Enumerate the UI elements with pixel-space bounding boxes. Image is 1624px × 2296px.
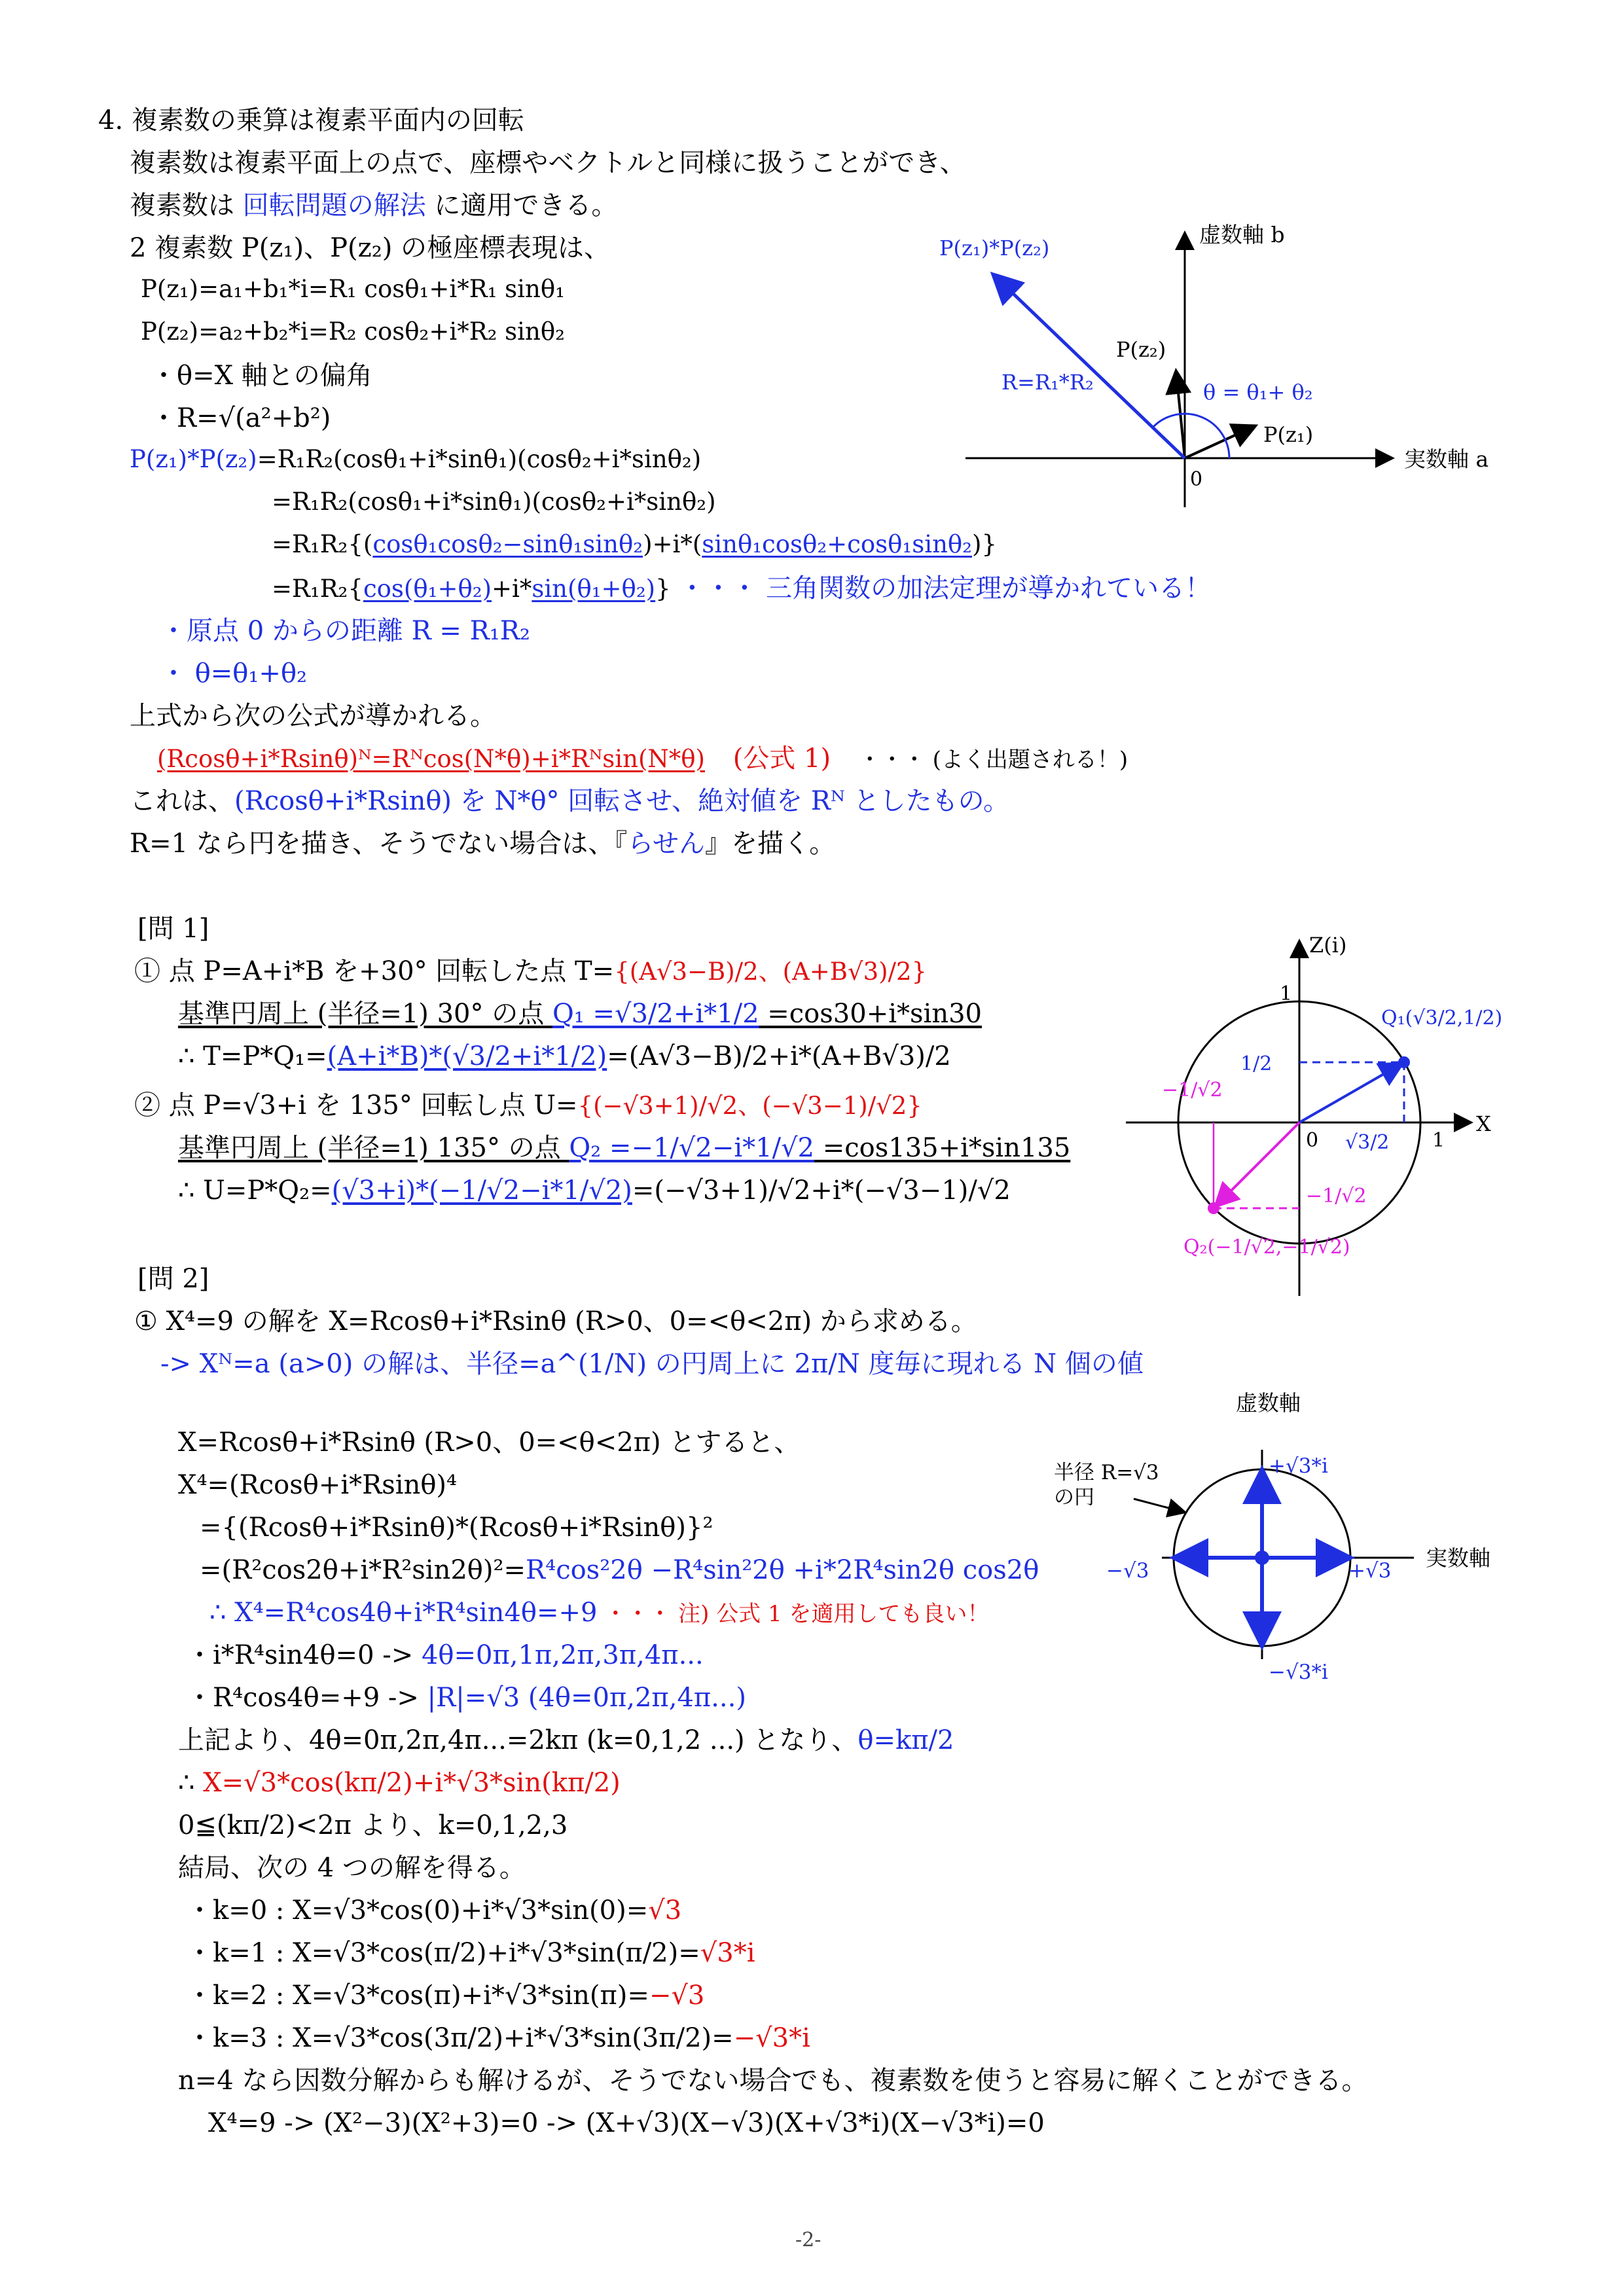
- k0-b: √3: [648, 1895, 682, 1926]
- p4-a: =R₁R₂{: [272, 575, 363, 603]
- fig3-bottom: −√3*i: [1269, 1660, 1328, 1684]
- formula-explain-1: [130, 785, 1009, 817]
- q1b3-suffix: =(−√3+1)/√2+i*(−√3−1)/√2: [632, 1175, 1011, 1206]
- product-rhs-1: =R₁R₂(cosθ₁+i*sinθ₁)(cosθ₂+i*sinθ₂): [257, 445, 702, 473]
- fig1-origin: 0: [1190, 468, 1203, 491]
- product-bullet-2: ・ θ=θ₁+θ₂: [160, 658, 308, 689]
- rotation-diagram: [916, 216, 1492, 524]
- formula-explain-2: [130, 828, 835, 859]
- k2-a: ・k=2 : X=√3*cos(π)+i*√3*sin(π)=: [187, 1981, 649, 2011]
- product-line-4: [272, 573, 1211, 604]
- fig2-neg-rt2-y: −1/√2: [1306, 1185, 1367, 1208]
- q2-k1: [187, 1937, 755, 1969]
- p4-b: cos(θ₁+θ₂): [363, 575, 492, 603]
- intro-line-2: [130, 190, 617, 221]
- q2l6-b: R⁴cos²2θ −R⁴sin²2θ +i*2R⁴sin2θ cos2θ: [526, 1555, 1039, 1585]
- q2-k3: [187, 2022, 810, 2054]
- q1-b-line-1: [134, 1090, 922, 1121]
- q2-k2: [187, 1980, 704, 2011]
- fig2-q2: Q₂(−1/√2,−1/√2): [1183, 1236, 1350, 1259]
- fig2-one-y: 1: [1280, 982, 1293, 1005]
- fig3-top: +√3*i: [1269, 1454, 1328, 1478]
- q2-line-7: [209, 1597, 989, 1628]
- formula-lead: 上式から次の公式が導かれる。: [130, 701, 496, 731]
- q2-line-10: [178, 1725, 954, 1756]
- q1a2-suffix: =cos30+i*sin30: [759, 999, 982, 1029]
- fig1-rlabel: R=R₁*R₂: [1001, 370, 1094, 395]
- fig1-theta: θ = θ₁+ θ₂: [1203, 380, 1313, 404]
- k2-b: −√3: [649, 1981, 705, 2011]
- q2l11-a: ∴: [178, 1768, 204, 1798]
- q1b1-prefix: ② 点 P=√3+i を 135° 回転し点 U=: [134, 1090, 578, 1121]
- formula-line: [157, 743, 1128, 774]
- q2l7-b: ・・・ 注) 公式 1 を適用しても良い！: [597, 1601, 990, 1627]
- q1-a-line-1: [134, 956, 927, 987]
- q2-point: [1208, 1202, 1219, 1214]
- fig1-pz1: P(z₁): [1263, 422, 1314, 447]
- formula-tag: (公式 1): [732, 744, 831, 774]
- q2-k0: [187, 1895, 681, 1926]
- q2-line-14: n=4 なら因数分解からも解けるが、そうでない場合でも、複素数を使うと容易に解くことができる。: [178, 2066, 1368, 2096]
- fe2-c: 』を描く。: [705, 829, 836, 859]
- page-number: -2-: [795, 2229, 821, 2251]
- unit-circle-diagram: [1113, 916, 1545, 1302]
- product-line-1: [130, 445, 701, 474]
- product-line-3: [272, 530, 997, 559]
- q1b3-prefix: ∴ U=P*Q₂=: [178, 1175, 332, 1206]
- q1a1-prefix: ① 点 P=A+i*B を+30° 回転した点 T=: [134, 956, 615, 986]
- p4-d: sin(θ₁+θ₂): [532, 575, 656, 603]
- q2l9-b: |R|=√3 (4θ=0π,2π,4π...): [427, 1683, 746, 1713]
- product-lhs: P(z₁)*P(z₂): [130, 445, 257, 473]
- q2-vector: [1217, 1122, 1299, 1205]
- fig3-right: +√3: [1348, 1559, 1392, 1583]
- formula-main: (Rcosθ+i*Rsinθ)ᴺ=Rᴺcos(N*θ)+i*Rᴺsin(N*θ): [157, 745, 705, 773]
- k3-b: −√3*i: [733, 2023, 810, 2053]
- q2-line-1: ① X⁴=9 の解を X=Rcosθ+i*Rsinθ (R>0、0=<θ<2π) から求める。: [134, 1306, 977, 1336]
- intro-text-end: に適用できる。: [425, 190, 618, 221]
- polar-z1: P(z₁)=a₁+b₁*i=R₁ cosθ₁+i*R₁ sinθ₁: [141, 275, 565, 303]
- p3-c: )+i*(: [643, 530, 702, 558]
- fig2-origin: 0: [1306, 1129, 1319, 1152]
- q2-line-9: [187, 1682, 746, 1713]
- fig2-ylabel: Z(i): [1309, 933, 1347, 958]
- q1a3-prefix: ∴ T=P*Q₁=: [178, 1041, 327, 1071]
- fig1-pz2: P(z₂): [1116, 337, 1166, 362]
- fig2-neg-rt2-x: −1/√2: [1162, 1079, 1223, 1102]
- intro-highlight: 回転問題の解法: [242, 190, 426, 221]
- q2-line-13: 結局、次の 4 つの解を得る。: [178, 1853, 526, 1883]
- q2l11-b: X=√3*cos(kπ/2)+i*√3*sin(kπ/2): [203, 1768, 621, 1798]
- fig3-radius-1: 半径 R=√3: [1054, 1461, 1159, 1484]
- fig2-xlabel: X: [1476, 1111, 1491, 1136]
- fig2-rt3-2: √3/2: [1345, 1131, 1390, 1154]
- product-line-2: =R₁R₂(cosθ₁+i*sinθ₁)(cosθ₂+i*sinθ₂): [272, 488, 716, 516]
- k0-a: ・k=0 : X=√3*cos(0)+i*√3*sin(0)=: [187, 1895, 649, 1926]
- polar-theta-note: ・θ=X 軸との偏角: [151, 361, 372, 391]
- p4-e: }: [655, 575, 671, 603]
- intro-line-1: 複素数は複素平面上の点で、座標やベクトルと同様に扱うことができ、: [130, 148, 966, 178]
- q2-line-3: X=Rcosθ+i*Rsinθ (R>0、0=<θ<2π) とすると、: [178, 1427, 801, 1458]
- k1-b: √3*i: [700, 1938, 755, 1968]
- fig3-radius-2: の円: [1054, 1486, 1094, 1509]
- fig1-ylabel: 虚数軸 b: [1199, 222, 1285, 247]
- fig1-xlabel: 実数軸 a: [1404, 446, 1489, 472]
- q1-label: [問 1]: [137, 914, 209, 944]
- fig3-left: −√3: [1106, 1559, 1149, 1583]
- vector-pz2: [1176, 373, 1185, 458]
- q1a2-point: Q₁ =√3/2+i*1/2: [552, 999, 759, 1029]
- q1-a-line-2: [178, 998, 982, 1030]
- polar-intro: 2 複素数 P(z₁)、P(z₂) の極座標表現は、: [130, 233, 611, 263]
- roots-diagram: [1034, 1381, 1492, 1715]
- theta-arc: [1153, 414, 1229, 458]
- q2-line-2: -> Xᴺ=a (a>0) の解は、半径=a^(1/N) の円周上に 2π/N 度毎に現れる N 個の値: [160, 1349, 1144, 1379]
- fe-a: これは、: [130, 786, 234, 816]
- q2-line-8: [187, 1640, 704, 1671]
- fig2-half: 1/2: [1240, 1052, 1272, 1075]
- q1b2-suffix: =cos135+i*sin135: [814, 1133, 1071, 1163]
- q2-line-11: [178, 1767, 621, 1799]
- p3-e: )}: [972, 530, 997, 558]
- fig3-ylabel: 虚数軸: [1236, 1390, 1301, 1416]
- intro-text: 複素数は: [130, 190, 243, 221]
- radius-pointer: [1134, 1499, 1183, 1512]
- root-center: [1255, 1551, 1269, 1565]
- q2-line-4: X⁴=(Rcosθ+i*Rsinθ)⁴: [178, 1470, 458, 1500]
- q2-line-15: X⁴=9 -> (X²−3)(X²+3)=0 -> (X+√3)(X−√3)(X+√3*i)(X−√3*i)=0: [208, 2108, 1045, 2138]
- q2l10-a: 上記より、4θ=0π,2π,4π...=2kπ (k=0,1,2 ...) となり、: [178, 1725, 858, 1755]
- k1-a: ・k=1 : X=√3*cos(π/2)+i*√3*sin(π/2)=: [187, 1938, 700, 1968]
- q2l6-a: =(R²cos2θ+i*R²sin2θ)²=: [200, 1555, 526, 1585]
- q2l10-b: θ=kπ/2: [857, 1725, 954, 1755]
- q2-line-5: ={(Rcosθ+i*Rsinθ)*(Rcosθ+i*Rsinθ)}²: [200, 1513, 713, 1543]
- q2l8-b: 4θ=0π,1π,2π,3π,4π...: [421, 1640, 704, 1670]
- fig3-xlabel: 実数軸: [1426, 1545, 1490, 1571]
- formula-note: ・・・ (よく出題される！): [858, 747, 1128, 773]
- p3-a: =R₁R₂{(: [272, 530, 373, 558]
- q1a3-suffix: =(A√3−B)/2+i*(A+B√3)/2: [607, 1041, 951, 1071]
- q2l9-a: ・R⁴cos4θ=+9 ->: [187, 1683, 427, 1713]
- q1-b-line-2: [178, 1132, 1070, 1164]
- q1b3-mid: (√3+i)*(−1/√2−i*1/√2): [331, 1175, 632, 1206]
- p3-d: sinθ₁cosθ₂+cosθ₁sinθ₂: [702, 530, 973, 558]
- q1b2-point: Q₂ =−1/√2−i*1/√2: [569, 1133, 814, 1163]
- q2-line-12: 0≦(kπ/2)<2π より、k=0,1,2,3: [178, 1810, 568, 1840]
- product-bullet-1: ・原点 0 からの距離 R = R₁R₂: [160, 616, 530, 646]
- vector-product: [995, 276, 1185, 458]
- q1a2-prefix: 基準円周上 (半径=1) 30° の点: [178, 999, 552, 1029]
- p4-note: ・・・ 三角関数の加法定理が導かれている！: [670, 573, 1212, 603]
- q1a1-answer: {(A√3−B)/2、(A+B√3)/2}: [614, 958, 928, 986]
- q1a3-mid: (A+i*B)*(√3/2+i*1/2): [327, 1041, 607, 1071]
- q1-a-line-3: [178, 1041, 951, 1072]
- p4-c: +i*: [492, 575, 532, 603]
- q2-label: [問 2]: [137, 1264, 209, 1294]
- fe-b: (Rcosθ+i*Rsinθ) を N*θ° 回転させ、絶対値を Rᴺ としたもの。: [234, 786, 1010, 816]
- q1b2-prefix: 基準円周上 (半径=1) 135° の点: [178, 1133, 569, 1163]
- q1b1-answer: {(−√3+1)/√2、(−√3−1)/√2}: [577, 1092, 922, 1120]
- fe2-a: R=1 なら円を描き、そうでない場合は、『: [130, 829, 628, 859]
- fig1-product: P(z₁)*P(z₂): [939, 236, 1050, 260]
- fe2-b: らせん: [627, 829, 706, 859]
- q1-point: [1398, 1056, 1410, 1068]
- p3-b: cosθ₁cosθ₂−sinθ₁sinθ₂: [372, 530, 643, 558]
- q1-b-line-3: [178, 1175, 1011, 1206]
- polar-z2: P(z₂)=a₂+b₂*i=R₂ cosθ₂+i*R₂ sinθ₂: [141, 317, 565, 346]
- section-title: 4. 複素数の乗算は複素平面内の回転: [98, 105, 524, 135]
- q2-line-6: [200, 1554, 1039, 1586]
- q2l8-a: ・i*R⁴sin4θ=0 ->: [187, 1640, 422, 1670]
- q2l7-a: ∴ X⁴=R⁴cos4θ+i*R⁴sin4θ=+9: [209, 1598, 598, 1628]
- fig2-one-x: 1: [1432, 1129, 1445, 1152]
- polar-r-note: ・R=√(a²+b²): [151, 403, 331, 433]
- k3-a: ・k=3 : X=√3*cos(3π/2)+i*√3*sin(3π/2)=: [187, 2023, 734, 2053]
- fig2-q1: Q₁(√3/2,1/2): [1381, 1007, 1503, 1030]
- q1-vector: [1299, 1064, 1401, 1122]
